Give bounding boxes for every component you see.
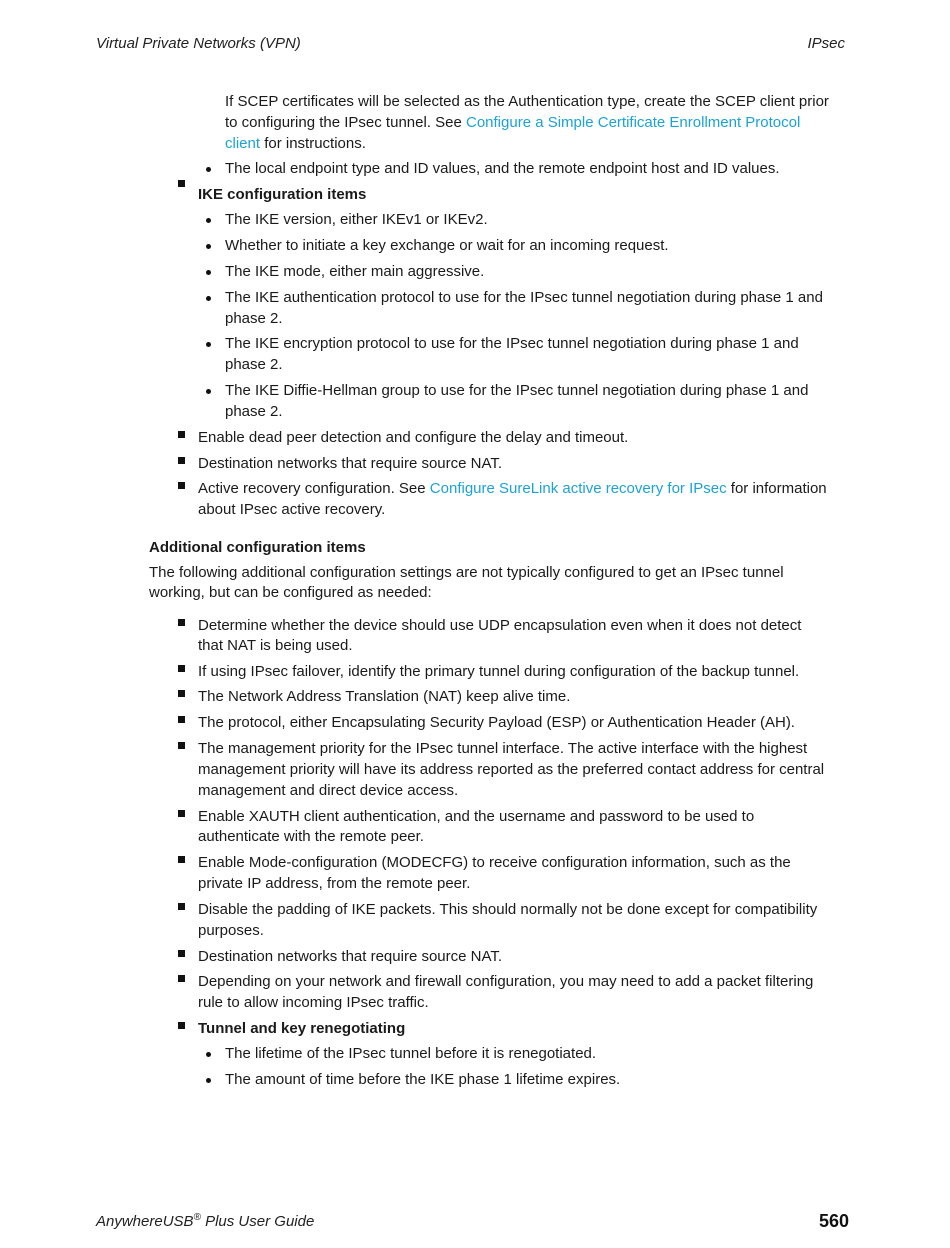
bullet-dot	[206, 167, 211, 172]
additional-heading: Additional configuration items	[149, 539, 366, 556]
list-item-cont: that NAT is being used.	[198, 637, 353, 654]
renego-heading: Tunnel and key renegotiating	[198, 1020, 406, 1037]
bullet-dot	[206, 1052, 211, 1057]
list-item: The IKE encryption protocol to use for the IPsec tunnel negotiation during phase 1 and	[225, 335, 799, 352]
bullet-square	[178, 619, 185, 626]
list-item-cont: management and direct device access.	[198, 782, 459, 799]
surelink-link[interactable]: Configure SureLink active recovery for IPsec	[429, 480, 727, 497]
list-item: The lifetime of the IPsec tunnel before it is renegotiated.	[225, 1045, 597, 1062]
bullet-square	[178, 975, 185, 982]
bullet-dot	[206, 296, 211, 301]
list-item: The protocol, either Encapsulating Security Payload (ESP) or Authentication Header (AH).	[198, 714, 795, 731]
list-item: The IKE authentication protocol to use for the IPsec tunnel negotiation during phase 1 and	[225, 289, 823, 306]
list-item: The local endpoint type and ID values, and the remote endpoint host and ID values.	[225, 160, 780, 177]
list-item-cont: private IP address, from the remote peer.	[198, 875, 471, 892]
bullet-square	[178, 690, 185, 697]
list-item: Depending on your network and firewall configuration, you may need to add a packet filtering	[198, 973, 814, 990]
intro-line-2: working, but can be configured as needed:	[149, 584, 432, 601]
header-chapter: Virtual Private Networks (VPN)	[96, 35, 301, 52]
list-item: Destination networks that require source NAT.	[198, 455, 503, 472]
list-item-cont: rule to allow incoming IPsec traffic.	[198, 994, 429, 1011]
guide-suffix: Plus User Guide	[200, 1213, 315, 1230]
bullet-square	[178, 431, 185, 438]
list-item-cont: authenticate with the remote peer.	[198, 828, 424, 845]
list-item-cont: phase 2.	[225, 356, 283, 373]
bullet-square	[178, 810, 185, 817]
list-item: The amount of time before the IKE phase 1 lifetime expires.	[225, 1071, 621, 1088]
list-item: Destination networks that require source NAT.	[198, 948, 503, 965]
list-item-cont: management priority will have its address reported as the preferred contact address for central	[198, 761, 825, 778]
list-item: Enable dead peer detection and configure the delay and timeout.	[198, 429, 629, 446]
bullet-square	[178, 716, 185, 723]
list-item: The IKE Diffie-Hellman group to use for the IPsec tunnel negotiation during phase 1 and	[225, 382, 809, 399]
cont-para-line-3	[225, 133, 366, 154]
ike-heading: IKE configuration items	[198, 186, 367, 203]
list-item-cont: phase 2.	[225, 310, 283, 327]
bullet-dot	[206, 218, 211, 223]
bullet-dot	[206, 342, 211, 347]
list-item: Enable XAUTH client authentication, and the username and password to be used to	[198, 808, 755, 825]
bullet-square	[178, 856, 185, 863]
bullet-square	[178, 180, 185, 187]
bullet-square	[178, 950, 185, 957]
cont-para-line-2	[225, 112, 800, 133]
registered-mark: ®	[193, 1212, 201, 1223]
bullet-square	[178, 665, 185, 672]
list-item: The IKE mode, either main aggressive.	[225, 263, 485, 280]
list-item-cont: about IPsec active recovery.	[198, 501, 386, 518]
bullet-square	[178, 742, 185, 749]
list-item-cont: phase 2.	[225, 403, 283, 420]
bullet-dot	[206, 1078, 211, 1083]
list-item: If using IPsec failover, identify the primary tunnel during configuration of the backup tunnel.	[198, 663, 800, 680]
bullet-square	[178, 903, 185, 910]
bullet-dot	[206, 244, 211, 249]
page-number: 560	[818, 1211, 849, 1231]
intro-line-1: The following additional configuration settings are not typically configured to get an IPsec tunnel	[149, 564, 784, 581]
bullet-square	[178, 482, 185, 489]
bullet-square	[178, 457, 185, 464]
guide-name: AnywhereUSB	[96, 1213, 194, 1230]
bullet-dot	[206, 270, 211, 275]
active-recovery-text: Active recovery configuration. See	[198, 480, 430, 497]
scep-client-link-cont[interactable]: client	[225, 135, 261, 152]
cont-para-line-1: If SCEP certificates will be selected as the Authentication type, create the SCEP client prior	[225, 93, 829, 110]
bullet-dot	[206, 389, 211, 394]
bullet-square	[178, 1022, 185, 1029]
cont-para-text: to configuring the IPsec tunnel. See	[225, 114, 466, 131]
list-item: Disable the padding of IKE packets. This should normally not be done except for compatibility	[198, 901, 818, 918]
footer-guide-title	[96, 1213, 314, 1230]
list-item	[198, 478, 827, 499]
list-item: The management priority for the IPsec tunnel interface. The active interface with the highest	[198, 740, 808, 757]
scep-client-link[interactable]: Configure a Simple Certificate Enrollment Protocol	[466, 114, 801, 131]
list-item-cont: purposes.	[198, 922, 264, 939]
list-item: The Network Address Translation (NAT) keep alive time.	[198, 688, 571, 705]
cont-para-text-end: for instructions.	[260, 135, 366, 152]
list-item: Enable Mode-configuration (MODECFG) to receive configuration information, such as the	[198, 854, 791, 871]
list-item: Whether to initiate a key exchange or wait for an incoming request.	[225, 237, 669, 254]
active-recovery-text-end: for information	[726, 480, 827, 497]
list-item: The IKE version, either IKEv1 or IKEv2.	[225, 211, 488, 228]
header-section: IPsec	[807, 35, 845, 52]
list-item: Determine whether the device should use UDP encapsulation even when it does not detect	[198, 617, 802, 634]
